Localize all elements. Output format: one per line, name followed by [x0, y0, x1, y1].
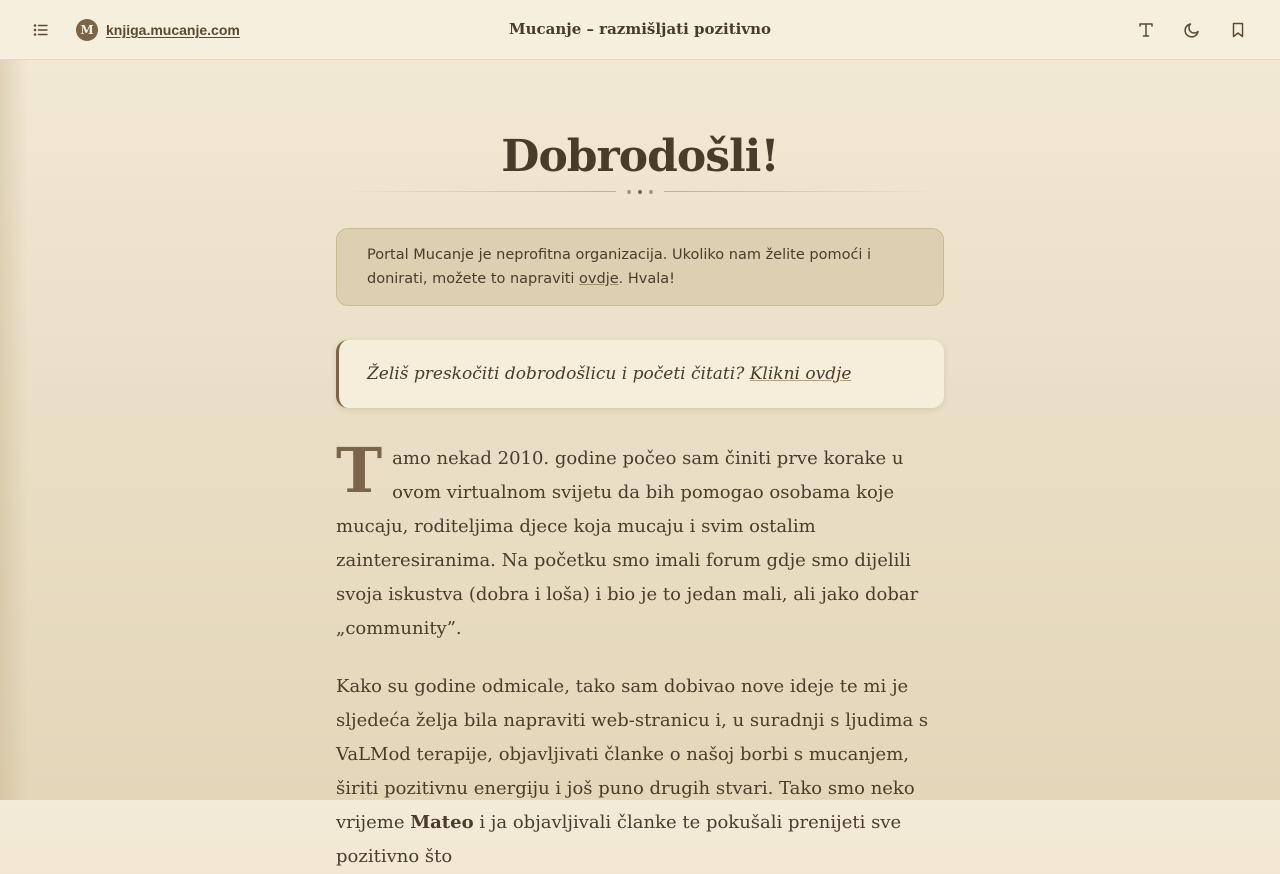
paragraph-2-text-end: i ja objavljivali članke te pokušali prenijeti sve pozitivno što [336, 812, 902, 867]
skip-welcome-callout [336, 340, 944, 408]
divider-line-right [664, 191, 944, 192]
text-settings-button[interactable] [1135, 19, 1157, 41]
skip-text: Želiš preskočiti dobrodošlicu i početi čitati? [367, 364, 750, 384]
bookmark-icon [1229, 21, 1247, 39]
article-body [336, 434, 944, 874]
donation-link[interactable]: ovdje [579, 271, 619, 287]
donation-notice [336, 228, 944, 306]
reader-content [336, 60, 944, 874]
donation-text: Portal Mucanje je neprofitna organizacija. Ukoliko nam želite pomoći i donirati, možete to napraviti [367, 247, 872, 287]
moon-icon [1183, 21, 1201, 39]
page-edge-shadow [0, 60, 28, 800]
divider-line-left [336, 191, 616, 192]
paragraph-1 [336, 434, 944, 646]
list-icon [32, 21, 50, 39]
site-url[interactable]: knjiga.mucanje.com [106, 22, 240, 38]
skip-link[interactable]: Klikni ovdje [749, 364, 852, 384]
page-heading: Dobrodošli! [501, 131, 779, 182]
drop-cap: T [336, 434, 383, 507]
paragraph-2-text: Kako su godine odmicale, tako sam dobivao nove ideje te mi je sljedeća želja bila napraviti web-stranicu i, u suradnji s ljudima s VaLMod terapije, objavljivati članke o našoj borbi s mucanjem, širiti pozitivnu energiju i još puno drugih stvari. Tako smo neko vrijeme [336, 676, 929, 833]
donation-text-end: . Hvala! [618, 271, 675, 287]
paragraph-2-name: Mateo [410, 812, 474, 833]
table-of-contents-button[interactable] [30, 19, 52, 41]
paragraph-1-text: amo nekad 2010. godine počeo sam činiti prve korake u ovom virtualnom svijetu da bih pomogao osobama koje mucaju, roditeljima djece koja mucaju i svim ostalim zainteresiranima. Na početku smo imali forum gdje smo dijelili svoja iskustva (dobra i loša) i bio je to jedan mali, ali jako dobar „community”. [336, 448, 919, 639]
dark-mode-toggle[interactable] [1181, 19, 1203, 41]
top-bar [0, 0, 1280, 60]
site-link[interactable] [76, 19, 240, 41]
text-size-icon [1137, 21, 1155, 39]
site-logo: M [76, 19, 98, 41]
divider-dots [627, 190, 653, 194]
book-title: Mucanje – razmišljati pozitivno [509, 20, 771, 38]
bookmark-button[interactable] [1227, 19, 1249, 41]
heading-divider [336, 186, 944, 198]
paragraph-2 [336, 670, 944, 874]
